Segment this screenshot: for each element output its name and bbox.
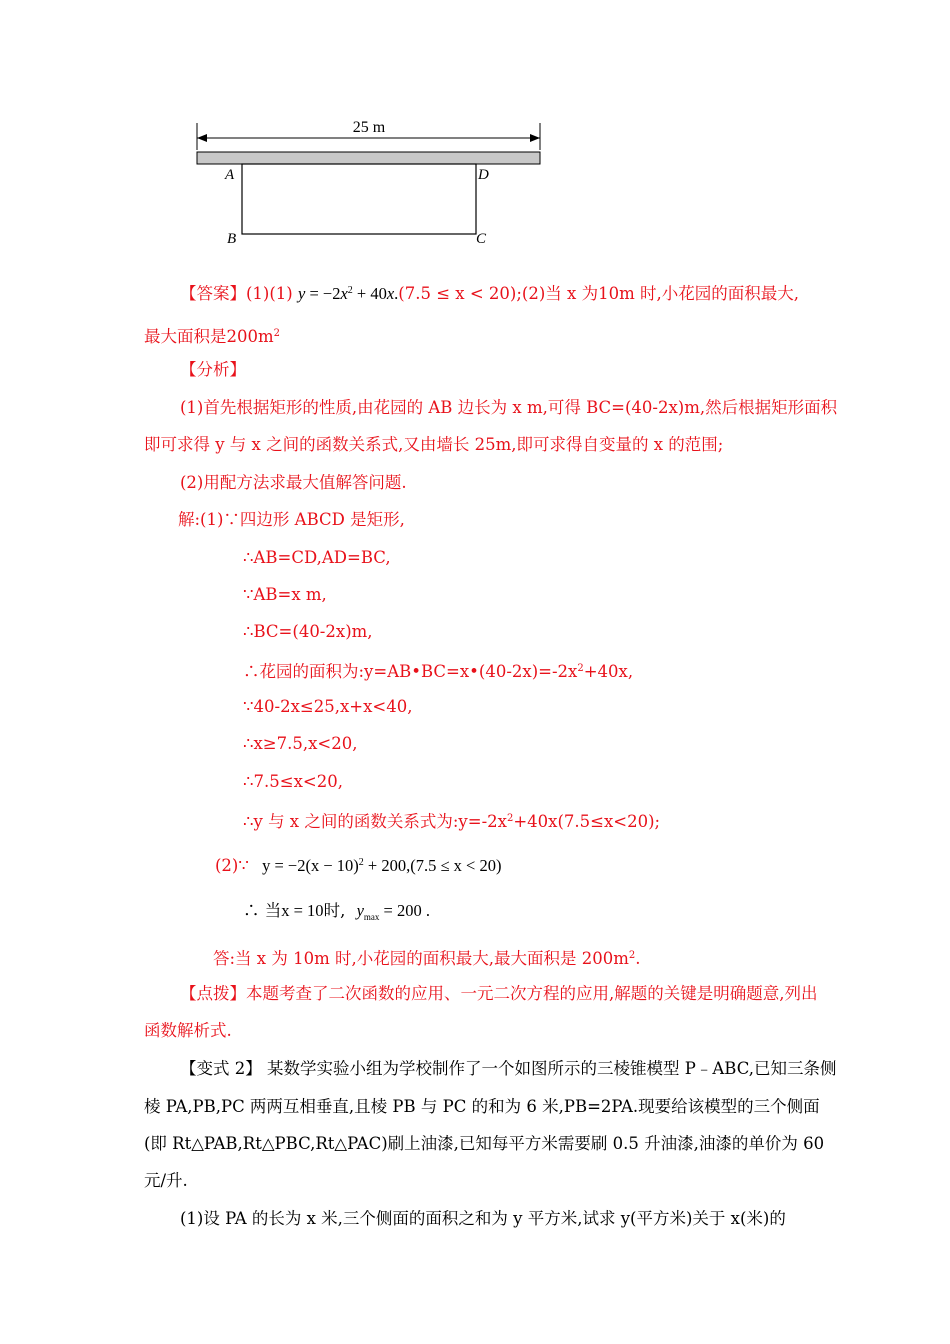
wall	[197, 152, 540, 164]
variant-line-1: 【变式 2】 某数学实验小组为学校制作了一个如图所示的三棱锥模型 P﹣ABC,已知三条侧	[180, 1059, 837, 1078]
tip-line-2: 函数解析式.	[144, 1021, 232, 1040]
answer-line-2: 最大面积是$200m^2$	[144, 327, 281, 346]
solution-part2-range: ,(7.5 ≤ x < 20)	[406, 856, 502, 875]
solution-part2: (2)∵ $y = -2(x - 10)^2 + 200,(7.5 \le x < 20)$	[215, 856, 502, 875]
variant-line-5: (1)设 PA 的长为 x 米,三个侧面的面积之和为 y 平方米,试求 y(平方米)关于 x(米)的	[180, 1209, 786, 1228]
solution-final: 答:当 x 为 10m 时,小花园的面积最大,最大面积是 $200m^2$.	[213, 949, 641, 968]
solution-step-7: ∴7.5≤x<20,	[243, 772, 343, 791]
variant-tag: 【变式 2】	[180, 1059, 262, 1078]
variant-line-2: 棱 PA,PB,PC 两两互相垂直,且棱 PB 与 PC 的和为 6 米,PB=2PA.现要给该模型的三个侧面	[144, 1097, 820, 1116]
point-d-label: D	[478, 167, 489, 183]
answer-part2: (2)当 x 为10m 时,小花园的面积最大,	[521, 284, 799, 303]
tip-tag: 【点拨】	[180, 984, 246, 1003]
solution-step-3: ∴BC=(40-2x)m,	[243, 622, 373, 641]
solution-step-8: ∴y 与 x 之间的函数关系式为$:y=-2x^2+40x(7.5\le x<20)$;	[243, 812, 661, 831]
point-c-label: C	[476, 231, 487, 247]
point-b-label: B	[227, 231, 237, 247]
answer-part1-equation: $y = -2x^2 + 40x$.	[298, 284, 399, 303]
dimension-label: 25 m	[352, 119, 386, 136]
arrow-left-icon	[197, 134, 207, 142]
answer-part1-prefix: (1)(1)	[246, 284, 293, 303]
solution-part3: ∴ 当x = 10时, $y_{max} = 200$ .	[243, 901, 430, 922]
garden-rectangle	[242, 164, 476, 234]
answer-tag: 【答案】	[180, 284, 246, 303]
solution-step-2: ∵AB=x m,	[243, 585, 327, 604]
answer-line-1	[180, 280, 799, 305]
solution-step-5: ∵40-2x≤25,x+x<40,	[243, 697, 413, 716]
analysis-p1-line1: (1)首先根据矩形的性质,由花园的 AB 边长为 x m,可得 BC=(40-2x)m,然后根据矩形面积	[180, 398, 838, 417]
tip-line-1: 【点拨】本题考查了二次函数的应用、一元二次方程的应用,解题的关键是明确题意,列出	[180, 984, 818, 1003]
solution-part2-equation: $y = -2(x - 10)^2 + 200$	[262, 856, 407, 875]
arrow-right-icon	[530, 134, 540, 142]
variant-line-3: (即 Rt△PAB,Rt△PBC,Rt△PAC)刷上油漆,已知每平方米需要刷 0.5 升油漆,油漆的单价为 60	[144, 1134, 825, 1153]
variant-line-4: 元/升.	[144, 1171, 188, 1190]
solution-step-6: ∴x≥7.5,x<20,	[243, 734, 358, 753]
analysis-tag: 【分析】	[180, 360, 246, 379]
answer-part1-range: (7.5 ≤ x < 20);	[398, 284, 522, 303]
analysis-p2: (2)用配方法求最大值解答问题.	[180, 473, 407, 492]
solution-step-1: ∴AB=CD,AD=BC,	[243, 548, 391, 567]
garden-diagram	[190, 118, 550, 253]
analysis-p1-line2: 即可求得 y 与 x 之间的函数关系式,又由墙长 25m,即可求得自变量的 x 的范围;	[144, 435, 724, 454]
solution-intro: 解:(1)∵四边形 ABCD 是矩形,	[178, 510, 405, 529]
solution-step-4: ∴花园的面积为$:y=AB•BC=x•(40-2x)=-2x^2+40x$,	[243, 662, 634, 681]
point-a-label: A	[225, 167, 235, 183]
